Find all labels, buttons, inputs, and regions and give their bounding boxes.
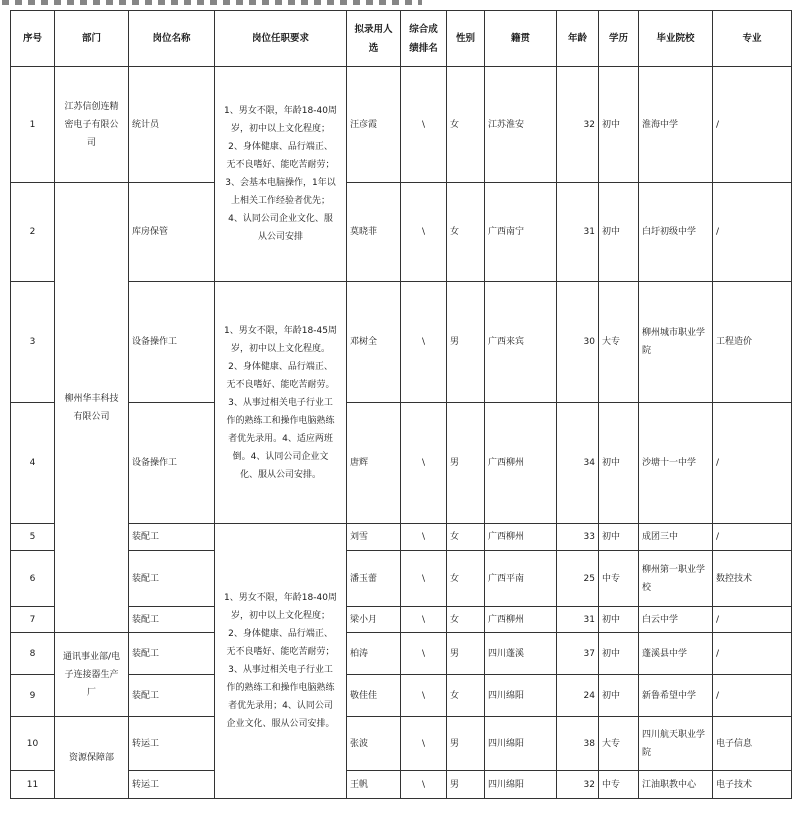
- cell-rank: \: [401, 717, 447, 771]
- table-row: [11, 524, 792, 551]
- cell-gender: 男: [447, 633, 485, 675]
- cell-no: 10: [11, 717, 55, 771]
- cell-rank: \: [401, 771, 447, 799]
- cell-age: 32: [557, 771, 599, 799]
- cell-major: 电子信息: [713, 717, 792, 771]
- req-line: 岁，初中以上文化程度；: [230, 611, 330, 621]
- cell-name: 王帆: [347, 771, 401, 799]
- cell-dept-3: [55, 633, 129, 717]
- cell-post: 装配工: [129, 675, 215, 717]
- cell-age: 37: [557, 633, 599, 675]
- hiring-roster-table: [10, 10, 792, 799]
- cell-gender: 女: [447, 675, 485, 717]
- table-row: [11, 633, 792, 675]
- req-line: 3、从事过相关电子行业工: [228, 397, 333, 408]
- cell-post: 设备操作工: [129, 403, 215, 524]
- cell-dept-2: [55, 183, 129, 633]
- col-rank-header-line: 绩排名: [409, 42, 438, 54]
- dept-line: 柳州华丰科技: [64, 393, 119, 404]
- req-line: 1、男女不限，年龄18-45周: [224, 325, 337, 336]
- cell-rank: \: [401, 183, 447, 282]
- col-rank-header: [401, 11, 447, 67]
- req-line: 3、从事过相关电子行业工: [228, 665, 333, 675]
- cell-major: /: [713, 67, 792, 183]
- col-hire-header: [347, 11, 401, 67]
- cell-edu: 初中: [599, 607, 639, 633]
- col-rank-header-line: 综合成: [409, 23, 438, 35]
- col-gender-header: 性别: [447, 11, 485, 67]
- dept-line: 密电子有限公: [64, 119, 119, 130]
- cell-name: 敬佳佳: [347, 675, 401, 717]
- req-line: 化、服从公司安排。: [239, 469, 321, 480]
- col-post-header: 岗位名称: [129, 11, 215, 67]
- cell-edu: 初中: [599, 403, 639, 524]
- cell-rank: \: [401, 675, 447, 717]
- cell-no: 3: [11, 282, 55, 403]
- cell-origin: 四川绵阳: [485, 675, 557, 717]
- req-line: 1、男女不限，年龄18-40周: [224, 106, 337, 116]
- cell-post: 装配工: [129, 633, 215, 675]
- req-line: 2、身体健康、品行端正、: [228, 361, 333, 372]
- cell-name: 潘玉蕾: [347, 551, 401, 607]
- cell-gender: 男: [447, 403, 485, 524]
- cell-no: 5: [11, 524, 55, 551]
- table-row: [11, 67, 792, 183]
- cell-school: 柳州城市职业学院: [639, 282, 713, 403]
- req-line: 倒。4、认同公司企业文: [232, 451, 329, 462]
- cell-dept-1: [55, 67, 129, 183]
- header-row: [11, 11, 792, 67]
- cell-school: 成团三中: [639, 524, 713, 551]
- req-line: 者优先录用；4、认同公司: [228, 701, 333, 711]
- cell-gender: 男: [447, 771, 485, 799]
- cell-dept-4: [55, 717, 129, 799]
- req-line: 1、男女不限，年龄18-40周: [224, 593, 337, 603]
- cell-school: 淮海中学: [639, 67, 713, 183]
- cell-age: 31: [557, 607, 599, 633]
- cell-gender: 男: [447, 282, 485, 403]
- cell-major: /: [713, 524, 792, 551]
- cell-no: 2: [11, 183, 55, 282]
- cell-name: 邓树全: [347, 282, 401, 403]
- cell-name: 梁小月: [347, 607, 401, 633]
- table-row: [11, 675, 792, 717]
- cell-age: 32: [557, 67, 599, 183]
- req-line: 无不良嗜好、能吃苦耐劳；: [226, 647, 335, 657]
- cell-age: 24: [557, 675, 599, 717]
- cell-origin: 广西柳州: [485, 524, 557, 551]
- cell-post: 装配工: [129, 551, 215, 607]
- cell-major: 电子技术: [713, 771, 792, 799]
- cell-gender: 女: [447, 183, 485, 282]
- cell-edu: 初中: [599, 524, 639, 551]
- req-line: 从公司安排: [257, 232, 303, 242]
- cell-no: 4: [11, 403, 55, 524]
- cell-rank: \: [401, 633, 447, 675]
- dept-line: 资源保障部: [68, 752, 114, 763]
- cell-no: 1: [11, 67, 55, 183]
- dept-line: 通讯事业部/电: [62, 651, 121, 662]
- cell-edu: 初中: [599, 633, 639, 675]
- cell-post: 装配工: [129, 607, 215, 633]
- cell-name: 张波: [347, 717, 401, 771]
- cell-edu: 初中: [599, 675, 639, 717]
- cell-gender: 女: [447, 551, 485, 607]
- cell-major: 数控技术: [713, 551, 792, 607]
- cell-school: 沙塘十一中学: [639, 403, 713, 524]
- req-line: 作的熟练工和操作电脑熟练: [226, 683, 335, 693]
- cell-name: 唐辉: [347, 403, 401, 524]
- cell-major: /: [713, 675, 792, 717]
- cell-edu: 初中: [599, 183, 639, 282]
- table-row: [11, 551, 792, 607]
- cell-age: 31: [557, 183, 599, 282]
- req-line: 无不良嗜好、能吃苦耐劳；: [226, 160, 335, 170]
- req-line: 岁，初中以上文化程度。: [230, 343, 330, 354]
- cell-no: 6: [11, 551, 55, 607]
- req-line: 4、认同公司企业文化、服: [228, 214, 333, 224]
- cell-gender: 男: [447, 717, 485, 771]
- cropped-title-remnant: [2, 0, 422, 5]
- cell-origin: 广西平南: [485, 551, 557, 607]
- cell-post: 库房保管: [129, 183, 215, 282]
- cell-no: 7: [11, 607, 55, 633]
- req-line: 作的熟练工和操作电脑熟练: [226, 415, 335, 426]
- dept-line: 有限公司: [73, 411, 110, 422]
- col-age-header: 年龄: [557, 11, 599, 67]
- cell-no: 8: [11, 633, 55, 675]
- cell-rank: \: [401, 524, 447, 551]
- cell-origin: 四川绵阳: [485, 717, 557, 771]
- cell-requirements-2: [215, 282, 347, 524]
- col-major-header: 专业: [713, 11, 792, 67]
- cell-origin: 四川绵阳: [485, 771, 557, 799]
- cell-no: 11: [11, 771, 55, 799]
- cell-edu: 大专: [599, 282, 639, 403]
- col-no-header: 序号: [11, 11, 55, 67]
- req-line: 企业文化、服从公司安排。: [226, 719, 335, 729]
- req-line: 岁，初中以上文化程度；: [230, 124, 330, 134]
- cell-major: /: [713, 183, 792, 282]
- cell-rank: \: [401, 403, 447, 524]
- cell-school: 白云中学: [639, 607, 713, 633]
- cell-age: 34: [557, 403, 599, 524]
- cell-major: 工程造价: [713, 282, 792, 403]
- cell-name: 汪彦霞: [347, 67, 401, 183]
- cell-origin: 广西南宁: [485, 183, 557, 282]
- cell-age: 25: [557, 551, 599, 607]
- req-line: 2、身体健康、品行端正、: [228, 142, 333, 152]
- dept-line: 司: [86, 137, 96, 148]
- cell-age: 33: [557, 524, 599, 551]
- cell-requirements-1: [215, 67, 347, 282]
- cell-school: 四川航天职业学院: [639, 717, 713, 771]
- cell-gender: 女: [447, 524, 485, 551]
- cell-name: 柏涛: [347, 633, 401, 675]
- cell-origin: 江苏淮安: [485, 67, 557, 183]
- dept-line: 子连接器生产: [64, 669, 119, 680]
- cell-gender: 女: [447, 607, 485, 633]
- req-line: 无不良嗜好、能吃苦耐劳。: [226, 379, 335, 390]
- cell-post: 设备操作工: [129, 282, 215, 403]
- cell-origin: 广西柳州: [485, 403, 557, 524]
- cell-rank: \: [401, 282, 447, 403]
- cell-age: 38: [557, 717, 599, 771]
- col-school-header: 毕业院校: [639, 11, 713, 67]
- cell-edu: 中专: [599, 551, 639, 607]
- cell-origin: 四川蓬溪: [485, 633, 557, 675]
- cell-origin: 广西来宾: [485, 282, 557, 403]
- cell-name: 莫晓菲: [347, 183, 401, 282]
- cell-gender: 女: [447, 67, 485, 183]
- cell-rank: \: [401, 67, 447, 183]
- cell-age: 30: [557, 282, 599, 403]
- table-row: [11, 403, 792, 524]
- dept-line: 江苏信创连精: [64, 101, 119, 112]
- cell-rank: \: [401, 607, 447, 633]
- col-edu-header: 学历: [599, 11, 639, 67]
- col-dept-header: 部门: [55, 11, 129, 67]
- cell-no: 9: [11, 675, 55, 717]
- cell-major: /: [713, 403, 792, 524]
- cell-name: 刘雪: [347, 524, 401, 551]
- cell-requirements-3: [215, 524, 347, 799]
- table-row: [11, 282, 792, 403]
- cell-major: /: [713, 607, 792, 633]
- table-row: [11, 771, 792, 799]
- req-line: 2、身体健康、品行端正、: [228, 629, 333, 639]
- cell-school: 江油职教中心: [639, 771, 713, 799]
- col-req-header: 岗位任职要求: [215, 11, 347, 67]
- col-origin-header: 籍贯: [485, 11, 557, 67]
- cell-post: 装配工: [129, 524, 215, 551]
- cell-origin: 广西柳州: [485, 607, 557, 633]
- req-line: 3、会基本电脑操作，1年以: [225, 178, 336, 188]
- table-row: [11, 183, 792, 282]
- cell-edu: 初中: [599, 67, 639, 183]
- table-row: [11, 607, 792, 633]
- cell-post: 转运工: [129, 717, 215, 771]
- cell-edu: 大专: [599, 717, 639, 771]
- cell-post: 统计员: [129, 67, 215, 183]
- cell-edu: 中专: [599, 771, 639, 799]
- cell-school: 蓬溪县中学: [639, 633, 713, 675]
- table-row: [11, 717, 792, 771]
- col-hire-header-line: 选: [368, 42, 379, 54]
- col-hire-header-line: 拟录用人: [354, 23, 393, 35]
- cell-school: 白圩初级中学: [639, 183, 713, 282]
- dept-line: 厂: [86, 687, 96, 698]
- req-line: 上相关工作经验者优先；: [230, 196, 330, 206]
- cell-school: 柳州第一职业学校: [639, 551, 713, 607]
- req-line: 者优先录用。4、适应两班: [228, 433, 333, 444]
- cell-school: 新鲁希望中学: [639, 675, 713, 717]
- cell-rank: \: [401, 551, 447, 607]
- cell-post: 转运工: [129, 771, 215, 799]
- cell-major: /: [713, 633, 792, 675]
